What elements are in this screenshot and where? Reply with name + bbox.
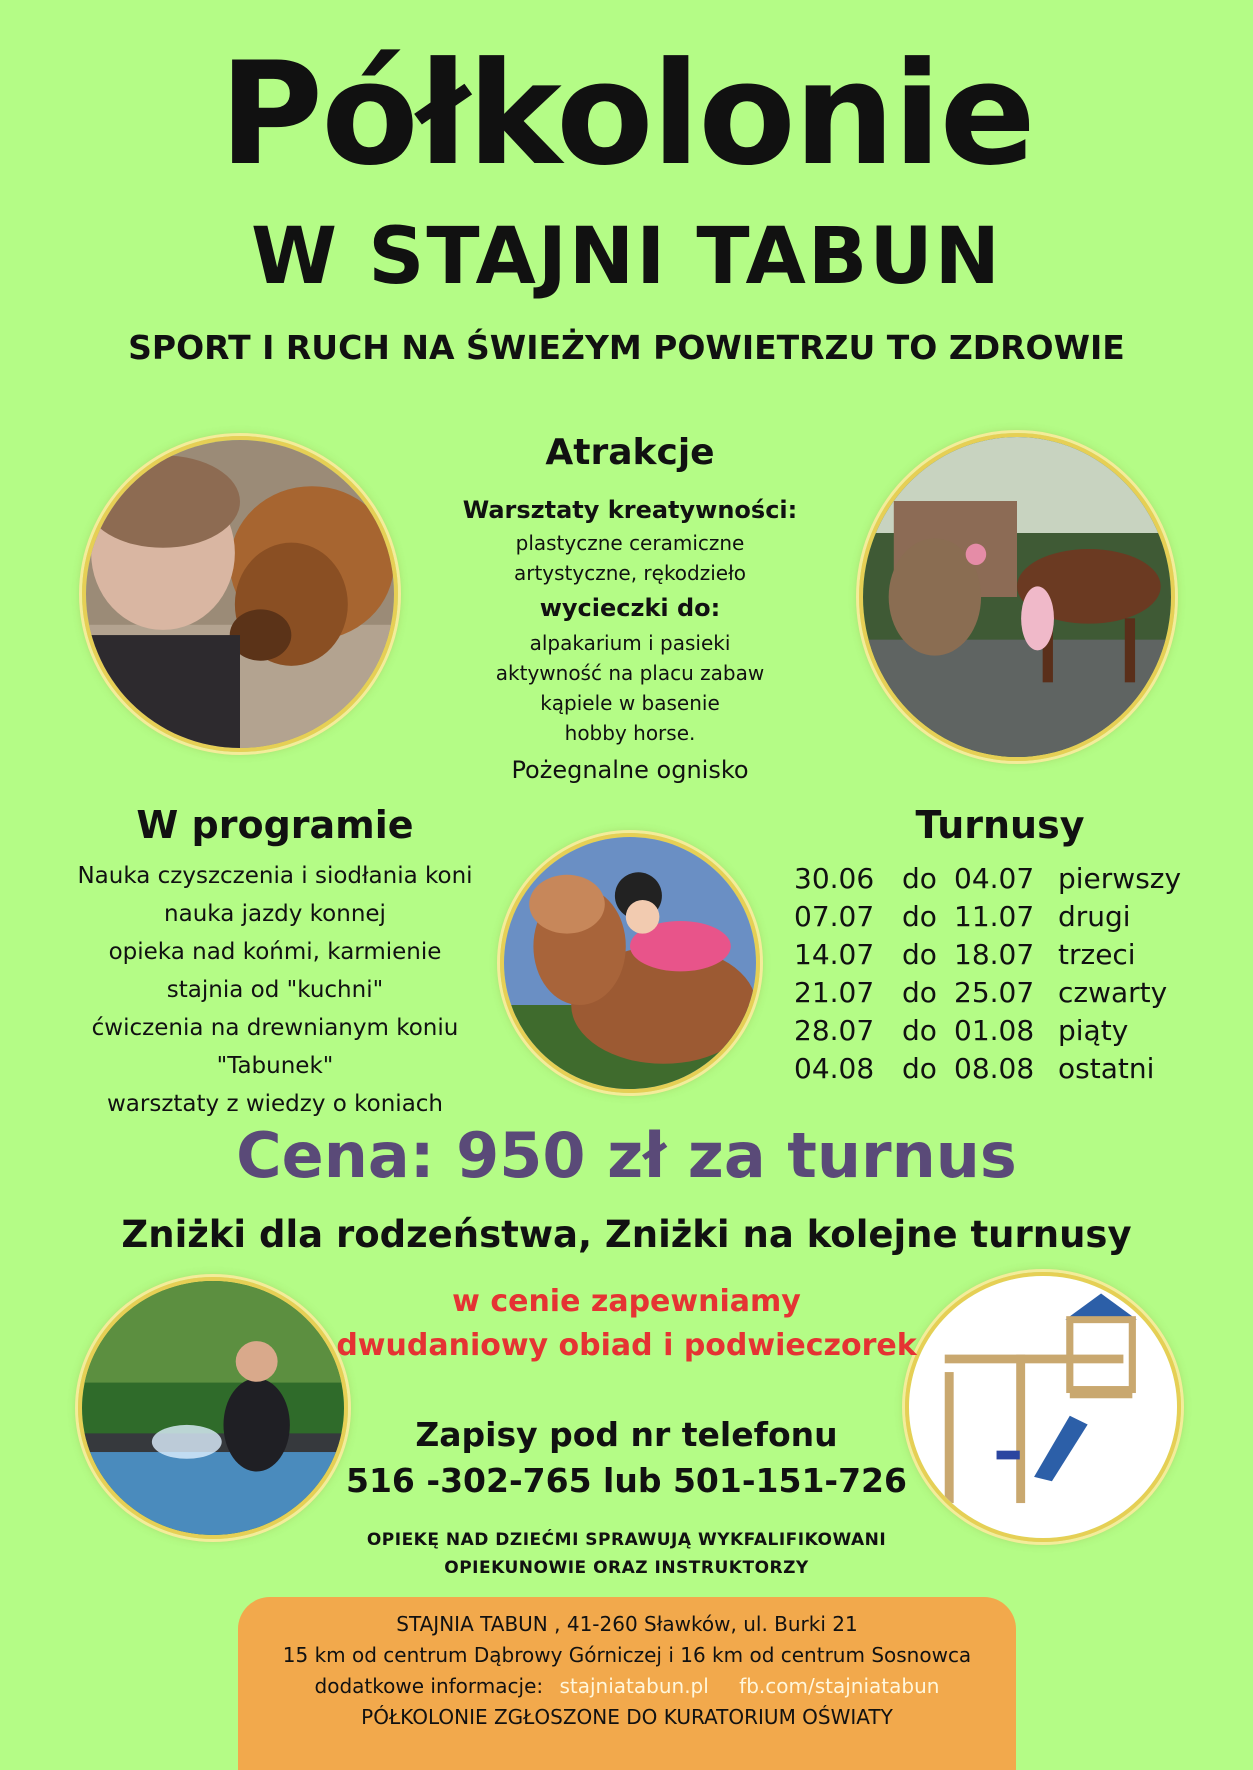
turnus-to: 08.08: [954, 1051, 1035, 1085]
farewell-bonfire: Pożegnalne ognisko: [511, 756, 749, 784]
turnus-separator: do: [902, 1051, 937, 1085]
workshops-heading: Warsztaty kreatywności:: [462, 496, 798, 524]
attraction-item: hobby horse.: [564, 721, 696, 745]
turnus-name: piąty: [1058, 1013, 1129, 1047]
attraction-item: kąpiele w basenie: [540, 691, 720, 715]
turnus-from: 21.07: [794, 975, 875, 1009]
turnus-row: [794, 935, 1188, 973]
turnus-to: 01.08: [954, 1013, 1035, 1047]
page-title: Półkolonie: [219, 32, 1034, 197]
program-item: ćwiczenia na drewnianym koniu: [91, 1015, 459, 1041]
included-line-1: w cenie zapewniamy: [452, 1284, 801, 1319]
footer-distance: 15 km od centrum Dąbrowy Górniczej i 16 km od centrum Sosnowca: [282, 1643, 972, 1667]
turnusy-table: [794, 859, 1188, 1087]
page-subtitle: W STAJNI TABUN: [251, 212, 1002, 302]
turnus-separator: do: [902, 1013, 937, 1047]
program-item: opieka nad końmi, karmienie: [108, 939, 442, 965]
pool-photo: [78, 1277, 348, 1539]
program-item: warsztaty z wiedzy o koniach: [106, 1091, 444, 1117]
care-line-2: OPIEKUNOWIE ORAZ INSTRUKTORZY: [444, 1558, 809, 1578]
turnus-separator: do: [902, 937, 937, 971]
turnus-to: 18.07: [954, 937, 1035, 971]
turnus-name: ostatni: [1058, 1051, 1155, 1085]
program-heading: W programie: [136, 803, 414, 847]
care-line-1: OPIEKĘ NAD DZIEĆMI SPRAWUJĄ WYKFALIFIKOWANI: [366, 1530, 887, 1550]
website-link[interactable]: stajniatabun.pl: [559, 1674, 709, 1698]
turnus-row: [794, 1011, 1188, 1049]
discounts: Zniżki dla rodzeństwa, Zniżki na kolejne turnusy: [121, 1213, 1132, 1256]
trips-heading: wycieczki do:: [539, 594, 721, 622]
turnus-from: 04.08: [794, 1051, 875, 1085]
program-item: Nauka czyszczenia i siodłania koni: [77, 863, 473, 889]
horses-grooming-photo: [859, 433, 1175, 761]
attraction-item: artystyczne, rękodzieło: [513, 561, 747, 585]
price: Cena: 950 zł za turnus: [236, 1119, 1017, 1192]
turnus-row: [794, 1049, 1188, 1087]
program-item: nauka jazdy konnej: [164, 901, 386, 927]
program-item: "Tabunek": [216, 1053, 334, 1079]
turnus-name: czwarty: [1058, 975, 1168, 1009]
turnus-name: drugi: [1058, 899, 1131, 933]
turnusy-heading: Turnusy: [915, 803, 1085, 847]
alpaca-photo: [82, 436, 398, 752]
attractions-list: [430, 492, 830, 792]
footer-info: [238, 1671, 1016, 1702]
attraction-item: alpakarium i pasieki: [529, 631, 731, 655]
turnus-to: 04.07: [954, 861, 1035, 895]
turnus-row: [794, 897, 1188, 935]
signup-label: Zapisy pod nr telefonu: [415, 1415, 838, 1454]
attraction-item: plastyczne ceramiczne: [515, 531, 745, 555]
included-line-2: dwudaniowy obiad i podwieczorek: [336, 1328, 917, 1363]
turnus-to: 25.07: [954, 975, 1035, 1009]
signup-phones[interactable]: 516 -302-765 lub 501-151-726: [346, 1461, 907, 1500]
pony-hug-photo: [500, 833, 760, 1093]
turnus-row: [794, 973, 1188, 1011]
turnus-from: 07.07: [794, 899, 875, 933]
turnus-row: [794, 859, 1188, 897]
program-item: stajnia od "kuchni": [166, 977, 384, 1003]
attraction-item: aktywność na placu zabaw: [495, 661, 765, 685]
turnus-from: 30.06: [794, 861, 875, 895]
turnus-from: 14.07: [794, 937, 875, 971]
program-list: [50, 857, 500, 1123]
turnus-separator: do: [902, 899, 937, 933]
footer-address: STAJNIA TABUN , 41-260 Sławków, ul. Burki 21: [396, 1612, 858, 1636]
turnus-separator: do: [902, 975, 937, 1009]
facebook-link[interactable]: fb.com/stajniatabun: [739, 1674, 940, 1698]
footer-note: PÓŁKOLONIE ZGŁOSZONE DO KURATORIUM OŚWIATY: [361, 1705, 893, 1729]
playground-photo: [905, 1272, 1181, 1542]
footer-info-label: dodatkowe informacje:: [314, 1674, 544, 1698]
slogan: SPORT I RUCH NA ŚWIEŻYM POWIETRZU TO ZDROWIE: [128, 328, 1125, 367]
turnus-to: 11.07: [954, 899, 1035, 933]
footer-box: [238, 1597, 1016, 1770]
turnus-from: 28.07: [794, 1013, 875, 1047]
turnus-name: trzeci: [1058, 937, 1136, 971]
attractions-heading: Atrakcje: [545, 432, 715, 473]
turnus-separator: do: [902, 861, 937, 895]
turnus-name: pierwszy: [1058, 861, 1182, 895]
